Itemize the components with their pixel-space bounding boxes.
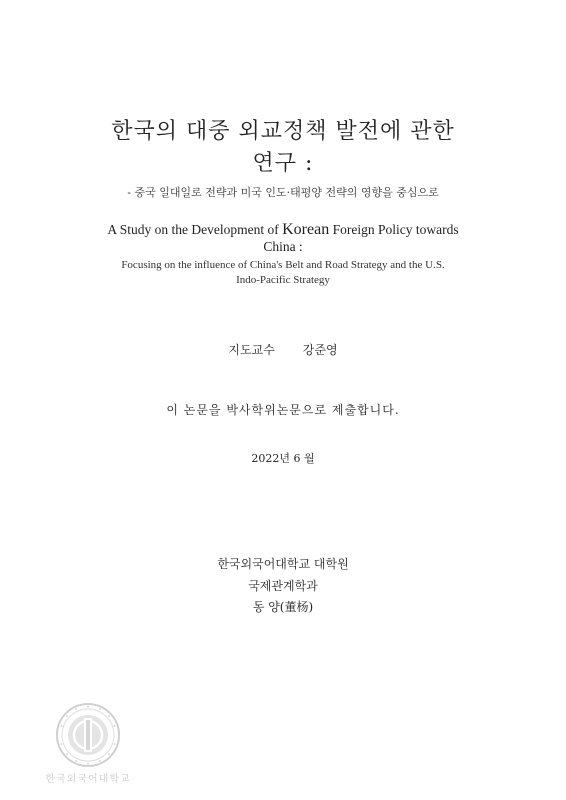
university-seal-icon — [55, 702, 121, 768]
title-english-part-2: Foreign Policy towards — [329, 222, 459, 237]
subtitle-korean: - 중국 일대일로 전략과 미국 인도·태평양 전략의 영향을 중심으로 — [127, 186, 439, 199]
title-english-line-2: China : — [263, 239, 303, 254]
submission-statement: 이 논문을 박사학위논문으로 제출합니다. — [166, 403, 400, 417]
university-name: 한국외국어대학교 대학원 — [217, 557, 349, 571]
title-korean-line-1: 한국의 대중 외교정책 발전에 관한 — [111, 119, 455, 144]
title-english-line-1 — [0, 222, 566, 238]
author-name: 동 양(董杨) — [252, 600, 314, 614]
advisor-name: 강준영 — [302, 343, 338, 357]
subtitle-english-line-2: Indo-Pacific Strategy — [236, 274, 330, 286]
seal-caption: 한국외국어대학교 — [45, 774, 131, 785]
title-english-korean: Korean — [282, 221, 330, 238]
subtitle-english-line-1: Focusing on the influence of China's Belt and Road Strategy and the U.S. — [121, 259, 445, 271]
submission-date: 2022년 6 월 — [251, 452, 315, 465]
advisor-line — [0, 343, 566, 358]
title-korean-line-2: 연구 : — [252, 151, 314, 176]
advisor-label: 지도교수 — [228, 343, 275, 357]
title-english-part-1: A Study on the Development of — [107, 222, 283, 237]
department-name: 국제관계학과 — [248, 579, 318, 593]
